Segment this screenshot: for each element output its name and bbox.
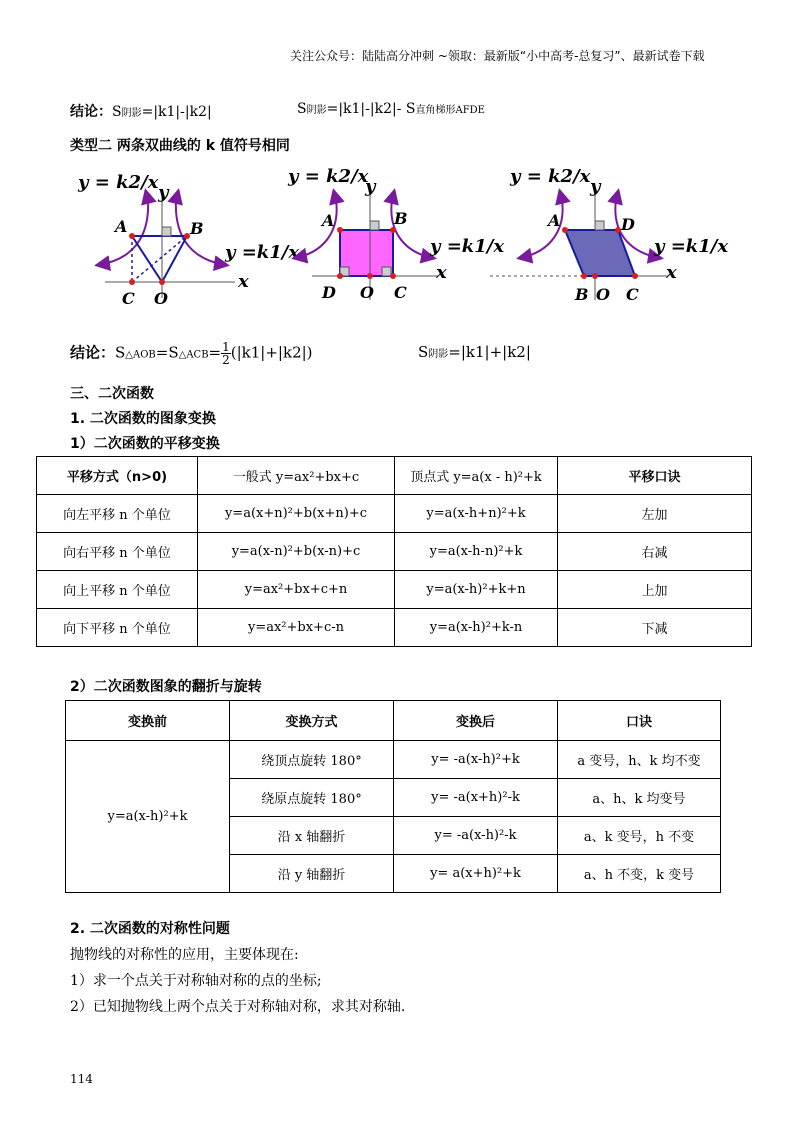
label-y: y xyxy=(590,176,601,197)
label-k2: y = k2/x xyxy=(288,166,369,187)
point-o-label: O xyxy=(596,285,610,304)
subscript: 阴影 xyxy=(121,108,142,119)
table-row: 沿 x 轴翻折 y= -a(x-h)²-k a、k 变号，h 不变 xyxy=(66,817,721,855)
point-c-label: C xyxy=(394,283,407,302)
point-b-label: B xyxy=(575,285,589,304)
table-row: 绕原点旋转 180° y= -a(x+h)²-k a、h、k 均变号 xyxy=(66,779,721,817)
formula: =|k1|+|k2| xyxy=(448,343,531,361)
s-symbol: S xyxy=(297,101,307,117)
label-k1: y =k1/x xyxy=(225,242,300,263)
label-k2: y = k2/x xyxy=(510,166,591,187)
page-header: 关注公众号：陆陆高分冲刺 ~领取：最新版“小中高考-总复习”、最新试卷下载 xyxy=(290,49,705,63)
point-c-label: C xyxy=(626,285,639,304)
table-row: 沿 y 轴翻折 y= a(x+h)²+k a、h 不变，k 变号 xyxy=(66,855,721,893)
table-header: 顶点式 y=a(x - h)²+k xyxy=(395,457,558,495)
figure-3 xyxy=(490,166,728,304)
table-row: y=a(x-h)²+k 绕顶点旋转 180° y= -a(x-h)²+k a 变号，h、k 均不变 xyxy=(66,741,721,779)
section-title: 三、二次函数 xyxy=(70,386,154,402)
subscript: 直角梯形AFDE xyxy=(415,105,485,116)
translation-table xyxy=(36,456,752,647)
label-k2: y = k2/x xyxy=(78,172,159,193)
point-c-label: C xyxy=(122,289,135,308)
label-x: x xyxy=(238,271,249,292)
formula: =|k1|-|k2| xyxy=(141,104,212,120)
table-header: 变换前 xyxy=(66,701,230,741)
paragraph: 2）已知抛物线上两个点关于对称轴对称，求其对称轴. xyxy=(70,999,406,1015)
s-symbol: S xyxy=(115,343,126,362)
table-row: 向上平移 n 个单位 y=ax²+bx+c+n y=a(x-h)²+k+n 上加 xyxy=(37,571,752,609)
table-row: 向下平移 n 个单位 y=ax²+bx+c-n y=a(x-h)²+k-n 下减 xyxy=(37,609,752,647)
subsection-title: 1）二次函数的平移变换 xyxy=(70,436,220,452)
table-header-row xyxy=(37,457,752,495)
subsection-title: 2）二次函数图象的翻折与旋转 xyxy=(70,679,262,695)
point-b-label: B xyxy=(394,209,408,228)
label-y: y xyxy=(365,176,376,197)
table-header: 变换方式 xyxy=(230,701,394,741)
subscript: 阴影 xyxy=(306,105,327,116)
subscript: △ACB xyxy=(178,349,209,361)
point-a-label: A xyxy=(322,211,335,230)
table-header: 平移方式（n>0) xyxy=(37,457,198,495)
conclusion-label: 结论： xyxy=(70,343,116,362)
conclusion-2-right xyxy=(418,343,531,361)
subsection-title: 1. 二次函数的图象变换 xyxy=(70,411,216,427)
subscript: △AOB xyxy=(125,349,156,361)
label-x: x xyxy=(666,262,677,283)
subsection-title: 2. 二次函数的对称性问题 xyxy=(70,921,230,937)
label-y: y xyxy=(158,182,169,203)
paragraph: 1）求一个点关于对称轴对称的点的坐标; xyxy=(70,973,322,989)
figure-1 xyxy=(77,172,299,308)
point-a-label: A xyxy=(548,211,561,230)
table-header: 一般式 y=ax²+bx+c xyxy=(198,457,395,495)
label-k1: y =k1/x xyxy=(430,236,505,257)
flip-rotate-table xyxy=(65,700,721,893)
hyperbola-figures xyxy=(70,160,750,310)
point-a-label: A xyxy=(115,217,128,236)
point-b-label: B xyxy=(190,219,204,238)
label-k1: y =k1/x xyxy=(654,236,729,257)
fraction: $\frac{1}{2}$ xyxy=(222,340,230,367)
point-o-label: O xyxy=(360,283,374,302)
point-d-label: D xyxy=(322,283,336,302)
paragraph: 抛物线的对称性的应用，主要体现在: xyxy=(70,947,299,963)
table-header-row xyxy=(66,701,721,741)
table-header: 平移口诀 xyxy=(558,457,752,495)
conclusion-label: 结论： xyxy=(70,104,112,120)
table-header: 口诀 xyxy=(558,701,721,741)
type2-title: 类型二 两条双曲线的 k 值符号相同 xyxy=(70,138,290,154)
table-row: 向左平移 n 个单位 y=a(x+n)²+b(x+n)+c y=a(x-h+n)²+k 左加 xyxy=(37,495,752,533)
formula: (|k1|+|k2|) xyxy=(230,343,313,362)
conclusion-2 xyxy=(70,341,313,366)
formula: =S xyxy=(155,343,179,362)
before-formula: y=a(x-h)²+k xyxy=(66,741,230,893)
s-symbol: S xyxy=(418,343,429,361)
formula: = xyxy=(208,343,222,362)
table-header: 变换后 xyxy=(394,701,558,741)
point-d-label: D xyxy=(621,215,635,234)
formula: =|k1|-|k2|- S xyxy=(326,101,416,117)
figure-2 xyxy=(287,166,504,302)
s-symbol: S xyxy=(112,104,122,120)
subscript: 阴影 xyxy=(428,349,449,360)
page-number: 114 xyxy=(70,1072,93,1086)
label-x: x xyxy=(436,262,447,283)
conclusion-1 xyxy=(70,101,212,121)
table-row: 向右平移 n 个单位 y=a(x-n)²+b(x-n)+c y=a(x-h-n)²+k 右减 xyxy=(37,533,752,571)
conclusion-1-right xyxy=(297,101,485,117)
point-o-label: O xyxy=(154,289,168,308)
